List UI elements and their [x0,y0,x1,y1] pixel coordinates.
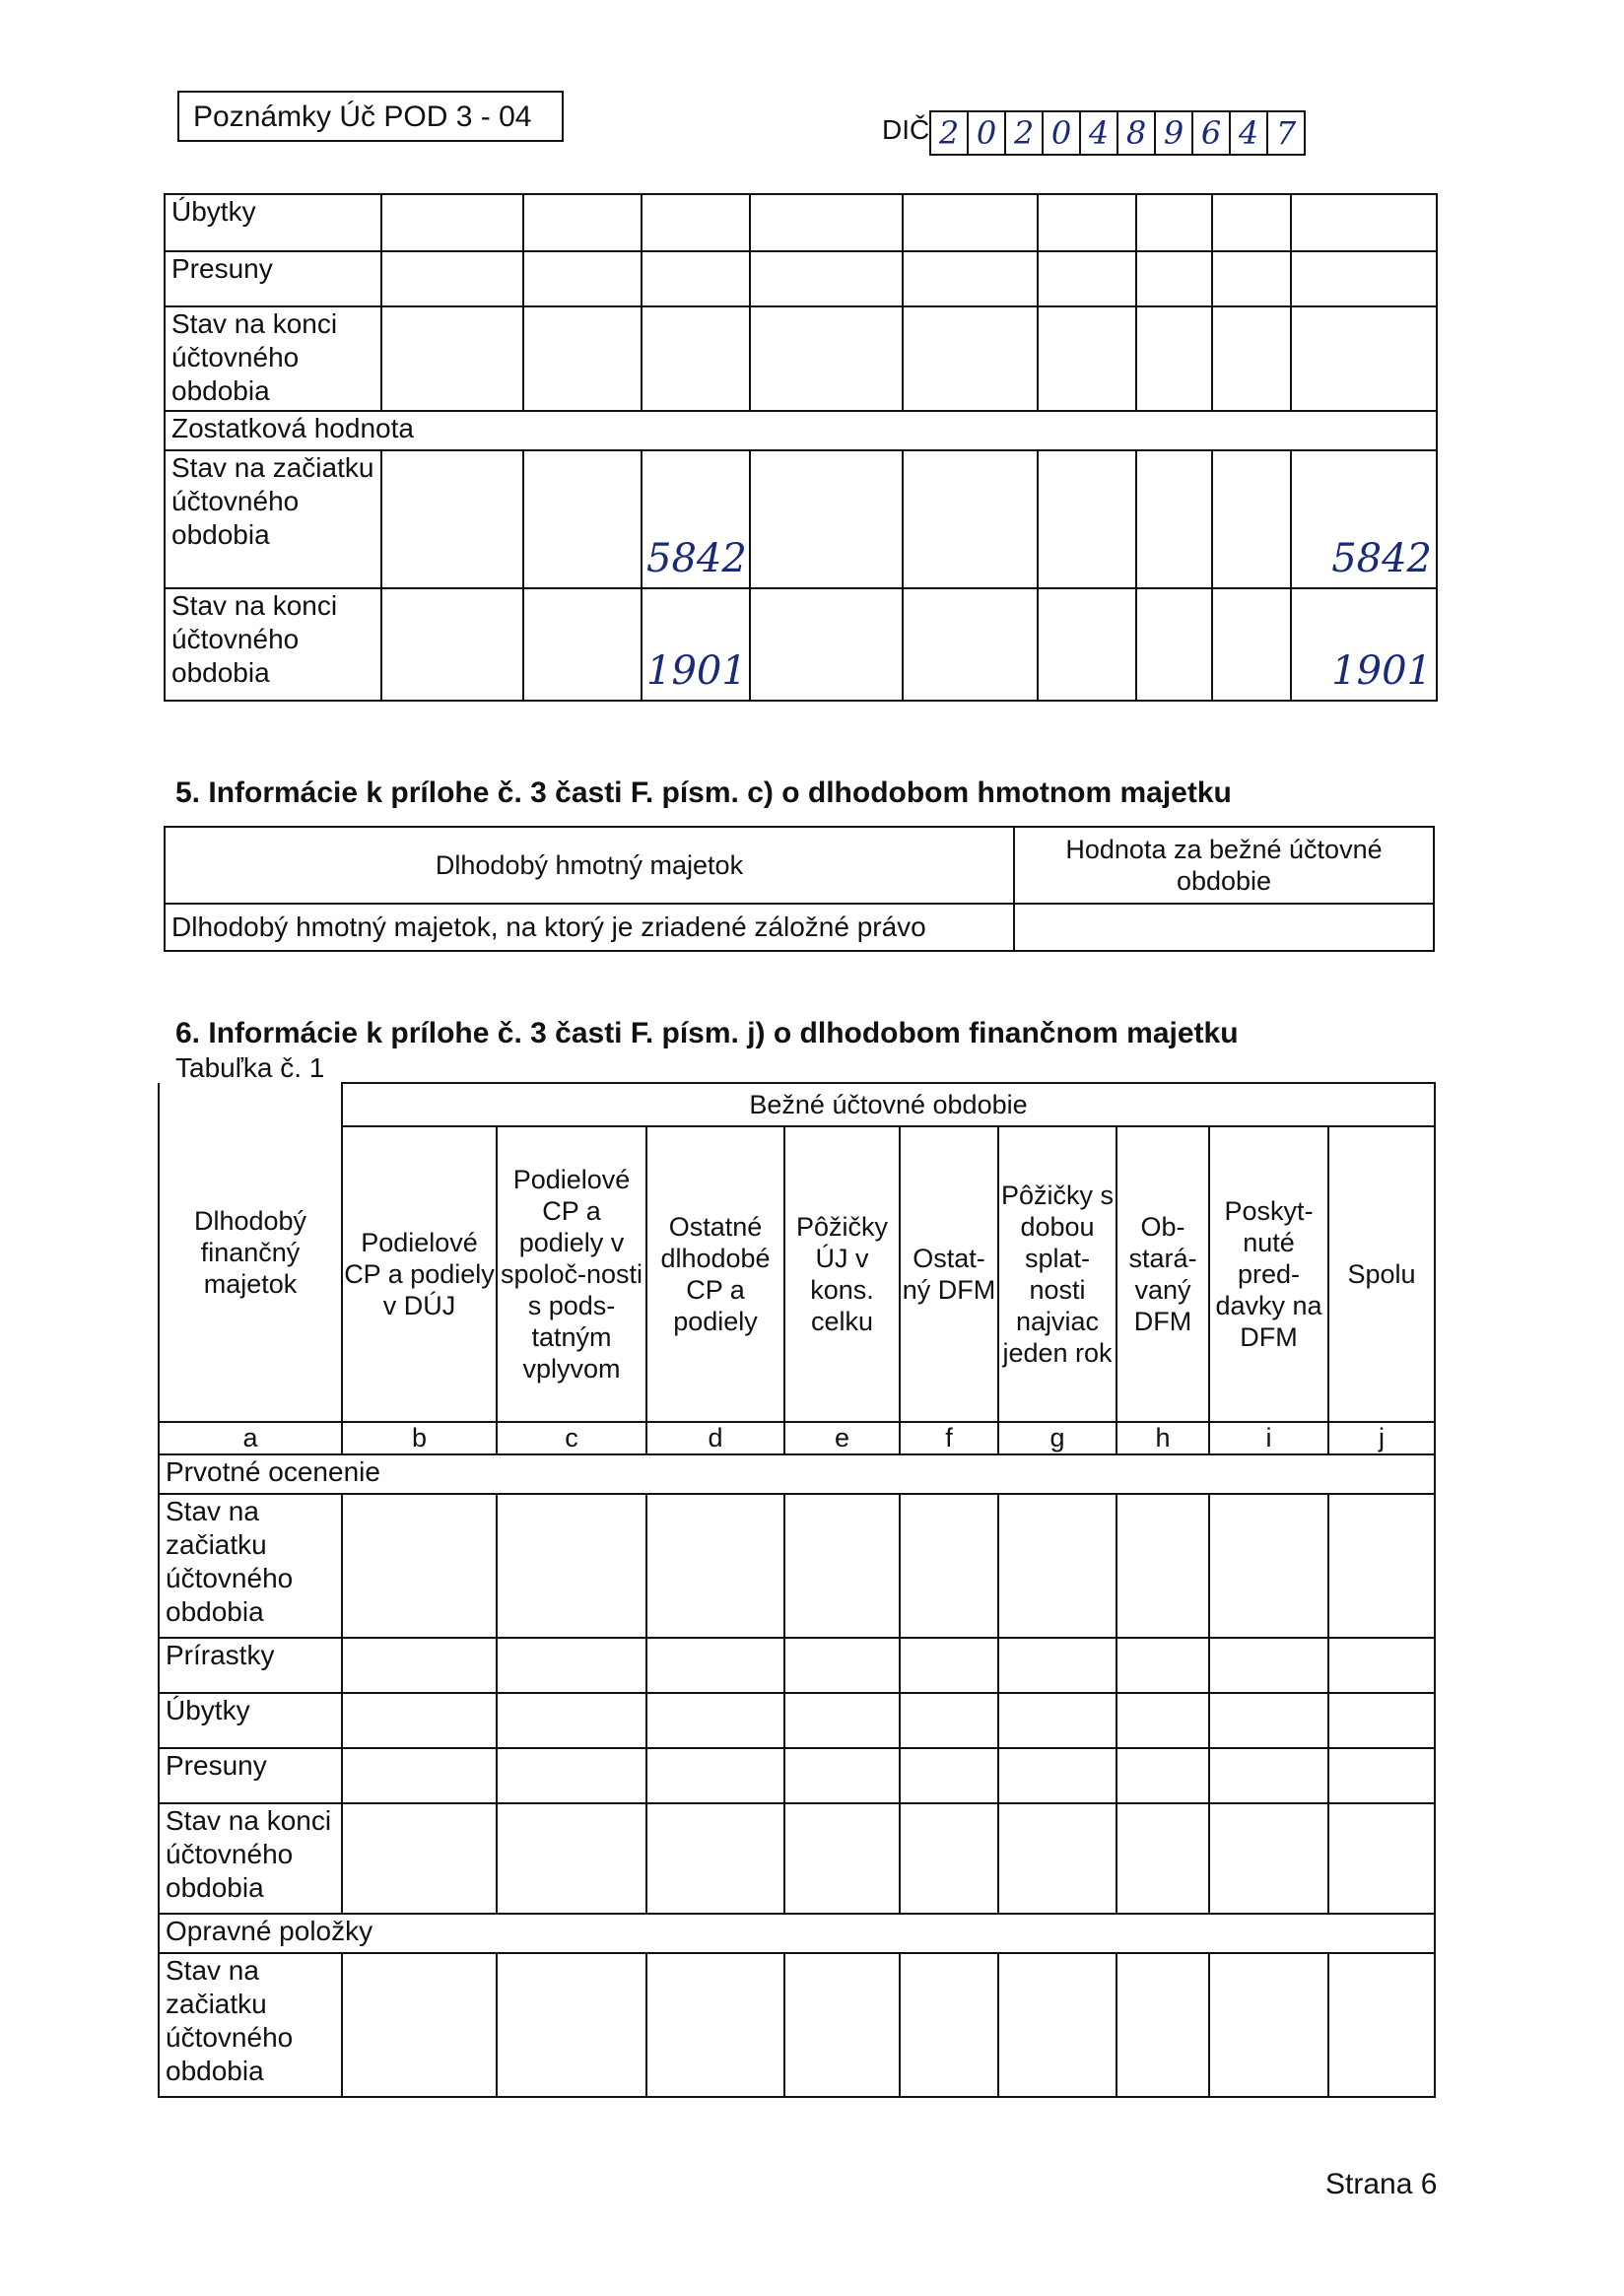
dic-digit: 2 [929,110,969,156]
cell[interactable] [646,1953,784,2097]
table-row [165,904,1434,951]
dic-label: DIČ [882,114,930,145]
col-header: Poskyt-nuté pred-davky na DFM [1209,1126,1328,1422]
cell[interactable] [497,1748,646,1803]
cell[interactable] [784,1693,900,1748]
cell[interactable] [1136,306,1212,411]
cell[interactable] [1038,306,1136,411]
col-letter: i [1209,1422,1328,1454]
cell[interactable] [750,450,903,588]
row-label: Stav na začiatku účtovného obdobia [159,1494,342,1638]
cell[interactable] [523,251,642,306]
table-row [165,306,1437,411]
row-label: Úbytky [165,194,381,251]
cell[interactable] [998,1494,1116,1638]
cell[interactable] [1328,1494,1435,1638]
dic-digit: 9 [1154,110,1193,156]
col-letter: j [1328,1422,1435,1454]
cell-value[interactable] [1014,904,1434,951]
cell[interactable] [342,1638,497,1693]
table-row [159,1638,1435,1693]
table-row [159,1953,1435,2097]
cell[interactable] [1328,1953,1435,2097]
col-header: Podielové CP a podiely v spoloč-nosti s pods-tatným vplyvom [497,1126,646,1422]
row-label: Stav na konci účtovného obdobia [159,1803,342,1914]
cell[interactable] [998,1953,1116,2097]
cell[interactable] [1212,588,1291,701]
cell[interactable] [342,1494,497,1638]
cell[interactable] [646,1748,784,1803]
cell[interactable] [1209,1803,1328,1914]
cell[interactable] [342,1803,497,1914]
col-header: Spolu [1328,1126,1435,1422]
col-header: Podielové CP a podiely v DÚJ [342,1126,497,1422]
cell[interactable] [784,1953,900,2097]
table-section-row [165,411,1437,450]
cell[interactable] [998,1693,1116,1748]
cell[interactable] [1116,1748,1209,1803]
cell[interactable] [523,194,642,251]
cell[interactable] [381,251,523,306]
col-header: Ob-stará-vaný DFM [1116,1126,1209,1422]
cell[interactable] [900,1803,998,1914]
dic-digit: 7 [1266,110,1306,156]
section-label: Zostatková hodnota [165,411,1437,450]
cell[interactable] [1038,194,1136,251]
cell[interactable] [900,1748,998,1803]
cell[interactable] [998,1638,1116,1693]
cell[interactable] [381,588,523,701]
table-row [159,1803,1435,1914]
cell[interactable] [646,1693,784,1748]
cell[interactable] [750,306,903,411]
cell-handwritten[interactable] [1291,588,1437,701]
table-row [165,251,1437,306]
table-section-5 [164,826,1435,952]
cell[interactable] [900,1693,998,1748]
col-letter: e [784,1422,900,1454]
row-label: Dlhodobý hmotný majetok, na ktorý je zriadené záložné právo [165,904,1014,951]
col-header: Pôžičky ÚJ v kons. celku [784,1126,900,1422]
table-header-row [165,827,1434,904]
cell[interactable] [1136,194,1212,251]
dic-digit: 4 [1079,110,1118,156]
handwritten-value: 5842 [646,536,747,581]
table-fixed-assets-continuation [164,193,1438,702]
header-first-col [159,1083,342,1422]
row-label: Presuny [159,1748,342,1803]
cell[interactable] [903,450,1038,588]
cell[interactable] [342,1693,497,1748]
col-letter: a [159,1422,342,1454]
cell[interactable] [1136,251,1212,306]
cell[interactable] [1038,251,1136,306]
cell[interactable] [1209,1693,1328,1748]
cell[interactable] [497,1953,646,2097]
col-letter: f [900,1422,998,1454]
cell[interactable] [784,1638,900,1693]
header-first-col-text: Dlhodobý finančný majetok [193,1205,307,1299]
section-6-title: 6. Informácie k prílohe č. 3 časti F. písm. j) o dlhodobom finančnom majetku [175,1017,1239,1049]
cell[interactable] [523,306,642,411]
table-row [165,194,1437,251]
cell[interactable] [646,1803,784,1914]
row-label: Presuny [165,251,381,306]
handwritten-value: 1901 [646,648,747,694]
cell[interactable] [1291,306,1437,411]
form-label [177,91,564,142]
form-label-text: Poznámky Úč POD 3 - 04 [193,101,532,133]
cell[interactable] [1328,1803,1435,1914]
cell[interactable] [903,194,1038,251]
col-letter: b [342,1422,497,1454]
page-number: Strana 6 [1325,2168,1438,2200]
cell[interactable] [1209,1638,1328,1693]
section-label: Prvotné ocenenie [159,1454,1435,1494]
table-row [165,450,1437,588]
col-header: Ostatné dlhodobé CP a podiely [646,1126,784,1422]
table-row [159,1748,1435,1803]
dic-digit: 4 [1229,110,1268,156]
cell[interactable] [903,306,1038,411]
cell[interactable] [998,1803,1116,1914]
col-header: Ostat-ný DFM [900,1126,998,1422]
cell[interactable] [1328,1748,1435,1803]
cell[interactable] [642,194,750,251]
cell[interactable] [1212,450,1291,588]
cell[interactable] [646,1638,784,1693]
header-tangible-assets: Dlhodobý hmotný majetok [165,827,1014,904]
dic-digit: 0 [967,110,1006,156]
cell[interactable] [646,1494,784,1638]
cell[interactable] [900,1494,998,1638]
table-row [165,588,1437,701]
table-row [159,1693,1435,1748]
cell[interactable] [497,1494,646,1638]
cell[interactable] [900,1953,998,2097]
cell[interactable] [1209,1953,1328,2097]
row-label: Stav na konci účtovného obdobia [165,588,381,701]
row-label: Stav na začiatku účtovného obdobia [159,1953,342,2097]
cell[interactable] [750,588,903,701]
row-label: Úbytky [159,1693,342,1748]
cell[interactable] [784,1748,900,1803]
section-label: Opravné položky [159,1914,1435,1953]
table-section-6 [158,1082,1436,2098]
table-letter-row [159,1422,1435,1454]
table-number: Tabuľka č. 1 [175,1052,325,1083]
cell-handwritten[interactable] [642,450,750,588]
cell[interactable] [1116,1638,1209,1693]
row-label: Stav na začiatku účtovného obdobia [165,450,381,588]
col-letter: c [497,1422,646,1454]
cell[interactable] [998,1748,1116,1803]
dic-digit: 2 [1004,110,1044,156]
cell[interactable] [903,588,1038,701]
cell[interactable] [497,1638,646,1693]
cell[interactable] [1328,1693,1435,1748]
cell[interactable] [900,1638,998,1693]
cell[interactable] [523,450,642,588]
cell[interactable] [1209,1748,1328,1803]
dic-digit: 6 [1191,110,1231,156]
cell[interactable] [1328,1638,1435,1693]
cell[interactable] [1116,1953,1209,2097]
cell[interactable] [784,1803,900,1914]
cell[interactable] [523,588,642,701]
col-letter: g [998,1422,1116,1454]
col-header: Pôžičky s dobou splat-nosti najviac jeden rok [998,1126,1116,1422]
cell-handwritten[interactable] [1291,450,1437,588]
handwritten-value: 5842 [1331,536,1432,581]
cell[interactable] [381,306,523,411]
table-section-row [159,1454,1435,1494]
table-header-row [159,1126,1435,1422]
row-label: Prírastky [159,1638,342,1693]
cell[interactable] [1116,1693,1209,1748]
cell[interactable] [642,306,750,411]
col-letter: h [1116,1422,1209,1454]
cell[interactable] [1209,1494,1328,1638]
cell[interactable] [750,251,903,306]
cell[interactable] [1212,194,1291,251]
table-row [159,1494,1435,1638]
cell-handwritten[interactable] [642,588,750,701]
header-current-period: Bežné účtovné obdobie [342,1083,1435,1126]
cell[interactable] [1038,450,1136,588]
cell[interactable] [1291,251,1437,306]
dic-digit: 8 [1116,110,1156,156]
cell[interactable] [342,1953,497,2097]
dic-boxes [931,110,1306,156]
table-section-row [159,1914,1435,1953]
cell[interactable] [1116,1803,1209,1914]
cell[interactable] [497,1803,646,1914]
cell[interactable] [784,1494,900,1638]
cell[interactable] [497,1693,646,1748]
cell[interactable] [1136,450,1212,588]
cell[interactable] [750,194,903,251]
dic-digit: 0 [1042,110,1081,156]
cell[interactable] [903,251,1038,306]
cell[interactable] [1212,306,1291,411]
cell[interactable] [1212,251,1291,306]
handwritten-value: 1901 [1331,648,1432,694]
header-current-period-value: Hodnota za bežné účtovné obdobie [1014,827,1434,904]
col-letter: d [646,1422,784,1454]
row-label: Stav na konci účtovného obdobia [165,306,381,411]
cell[interactable] [381,194,523,251]
cell[interactable] [1291,194,1437,251]
cell[interactable] [642,251,750,306]
table-group-header-row [159,1083,1435,1126]
cell[interactable] [342,1748,497,1803]
cell[interactable] [1116,1494,1209,1638]
section-5-title: 5. Informácie k prílohe č. 3 časti F. písm. c) o dlhodobom hmotnom majetku [175,777,1232,809]
cell[interactable] [1136,588,1212,701]
cell[interactable] [381,450,523,588]
cell[interactable] [1038,588,1136,701]
